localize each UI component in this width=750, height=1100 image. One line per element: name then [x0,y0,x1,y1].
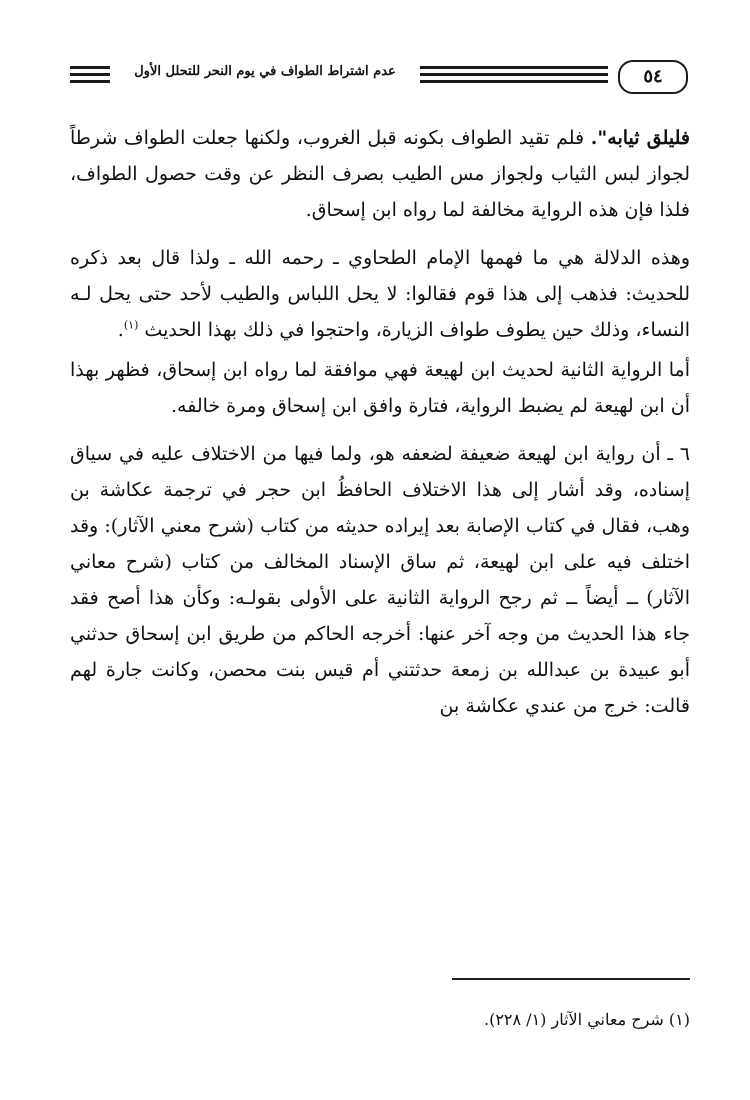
main-text [70,120,690,736]
paragraph [70,352,690,424]
running-title: عدم اشتراط الطواف في يوم النحر للتحلل الأول [134,64,396,79]
footnote-marker: (١) [668,1010,690,1029]
paragraph [70,436,690,724]
footnote-text: شرح معاني الآثار (١/ ٢٢٨). [483,1010,664,1029]
paragraph-text: وهذه الدلالة هي ما فهمها الإمام الطحاوي ـ رحمه الله ـ ولذا قال بعد ذكره للحديث: فذهب إلى هذا قوم فقالوا: لا يحل اللباس والطيب لأحد حتى يحل لـه النساء، وذلك حين يطوف طواف الزيارة، واحتجوا في ذلك بهذا الحديث [70,247,690,341]
footnote [70,1008,690,1032]
paragraph-text: فلم تقيد الطواف بكونه قبل الغروب، ولكنها جعلت الطواف شرطاً لجواز لبس الثياب ولجواز مس الطيب بصرف النظر عن وقت حصول الطواف، فلذا فإن هذه الرواية مخالفة لما رواه ابن إسحاق. [70,127,690,221]
running-header [70,58,690,98]
footnote-reference[interactable]: (١) [123,318,139,332]
header-rule-left [70,66,110,88]
header-rule-middle [420,66,608,88]
paragraph-lead: فليلق ثيابه". [590,127,690,149]
paragraph [70,120,690,228]
paragraph-text: ٦ ـ أن رواية ابن لهيعة ضعيفة لضعفه هو، ولما فيها من الاختلاف عليه في سياق إسناده، وقد أشار إلى هذا الاختلاف الحافظُ ابن حجر في ترجمة عكاشة بن وهب، فقال في كتاب الإصابة بعد إيراده حديثه من كتاب (شرح معني الآثار): وقد اختلف فيه على ابن لهيعة، ثم ساق الإسناد المخالف من كتاب (شرح معاني الآثار) ــ أيضاً ــ ثم رجح الرواية الثانية على الأولى بقولـه: وكأن هذا أصح فقد جاء هذا الحديث من وجه آخر عنها: أخرجه الحاكم من طريق ابن إسحاق حدثني أبو عبيدة بن عبدالله بن زمعة حدثتني أم قيس بنت محصن، وكانت جارة لهم قالت: خرج من عندي عكاشة بن [70,443,690,717]
paragraph-tail: . [117,319,124,341]
paragraph-text: أما الرواية الثانية لحديث ابن لهيعة فهي موافقة لما رواه ابن إسحاق، فظهر بهذا أن ابن لهيعة لم يضبط الرواية، فتارة وافق ابن إسحاق ومرة خالفه. [70,359,690,417]
footnote-separator [452,978,690,980]
paragraph [70,240,690,348]
page-number: ٥٤ [618,60,688,94]
